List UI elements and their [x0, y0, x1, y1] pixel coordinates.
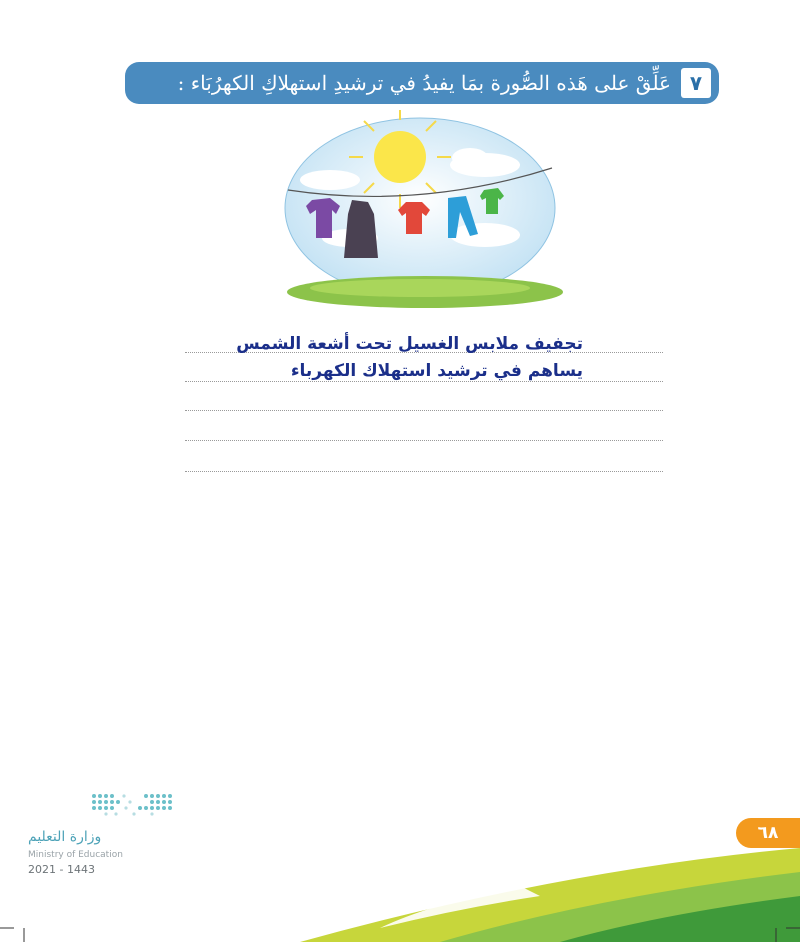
question-header [125, 62, 719, 104]
writing-line[interactable] [185, 440, 663, 441]
writing-line[interactable] [185, 471, 663, 472]
question-number: ٧ [681, 68, 711, 98]
ministry-year: 2021 - 1443 [28, 863, 95, 876]
writing-line[interactable] [185, 410, 663, 411]
answer-text-line: تجفيف ملابس الغسيل تحت أشعة الشمس [236, 334, 583, 354]
page-number: ٦٨ [736, 818, 800, 848]
ministry-name-ar: وزارة التعليم [28, 829, 102, 845]
ministry-name-en: Ministry of Education [28, 850, 123, 860]
footer-swoosh [0, 800, 800, 942]
writing-line[interactable] [185, 381, 663, 382]
laundry-illustration [270, 110, 570, 310]
answer-text-line: يساهم في ترشيد استهلاك الكهرباء [290, 361, 583, 381]
question-text: عَلِّقْ على هَذه الصُّورة بمَا يفيدُ في ترشيدِ استهلاكِ الكهرُبَاء : [177, 71, 671, 95]
